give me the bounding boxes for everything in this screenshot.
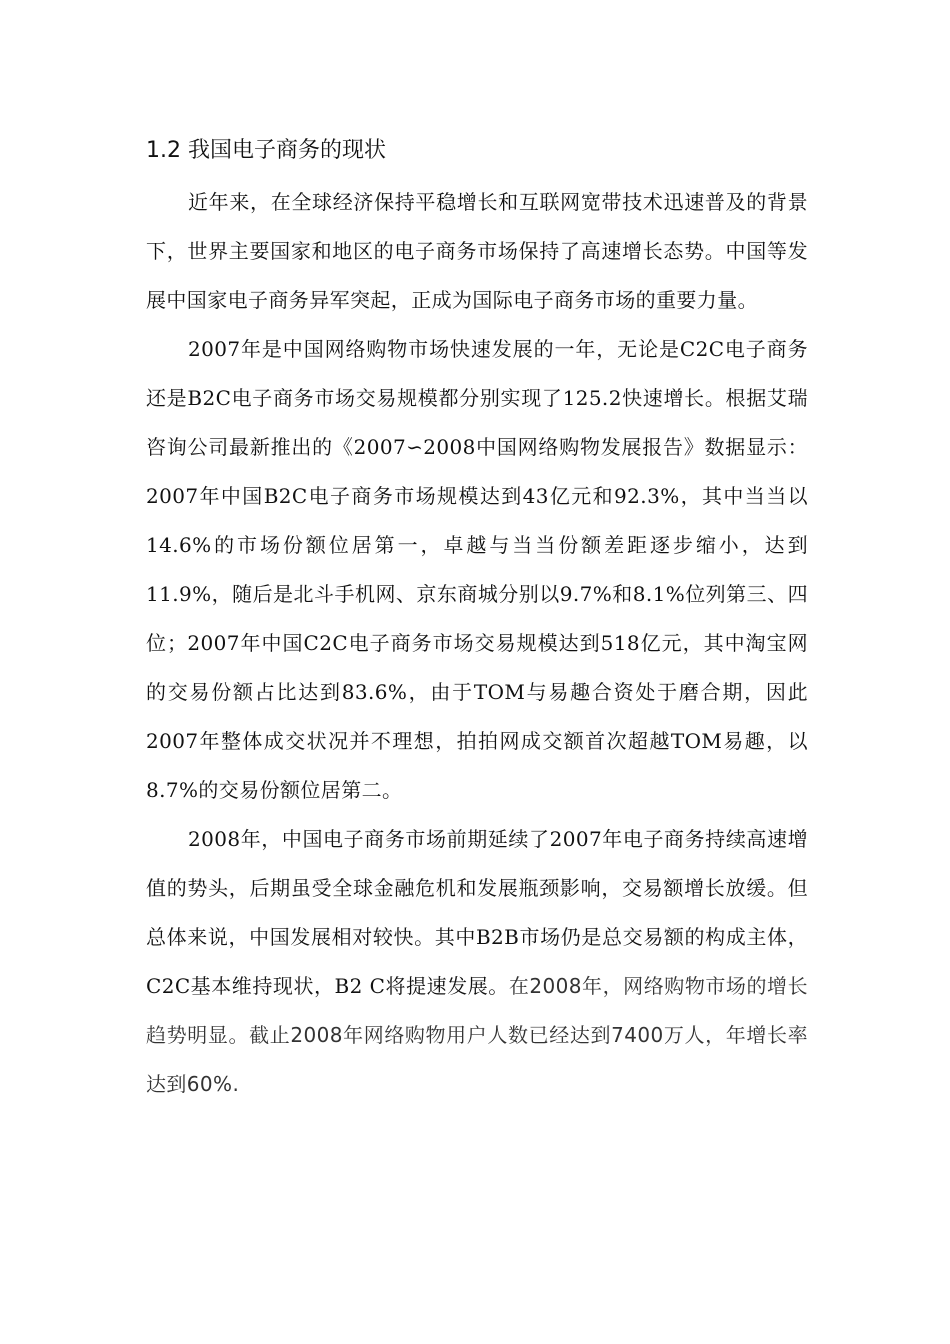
paragraph-2007-market — [146, 325, 808, 815]
paragraph-overview — [146, 178, 808, 325]
paragraph-2008-market-tail: 在2008年，网络购物市场的增长趋势明显。截止2008年网络购物用户人数已经达到7400万人，年增长率达到60%. — [146, 974, 808, 1096]
paragraph-2007-market-text: 2007年是中国网络购物市场快速发展的一年，无论是C2C电子商务还是B2C电子商务市场交易规模都分别实现了125.2快速增长。根据艾瑞咨询公司最新推出的《2007∽2008中国网络购物发展报告》数据显示：2007年中国B2C电子商务市场规模达到43亿元和92.3%，其中当当以14.6%的市场份额位居第一，卓越与当当份额差距逐步缩小，达到11.9%，随后是北斗手机网、京东商城分别以9.7%和8.1%位列第三、四位；2007年中国C2C电子商务市场交易规模达到518亿元，其中淘宝网的交易份额占比达到83.6%，由于TOM与易趣合资处于磨合期，因此2007年整体成交状况并不理想，拍拍网成交额首次超越TOM易趣，以8.7%的交易份额位居第二。 — [146, 337, 808, 802]
paragraph-2008-market — [146, 815, 808, 1109]
section-heading: 1.2 我国电子商务的现状 — [146, 138, 386, 163]
paragraph-2008-market-text: 2008年，中国电子商务市场前期延续了2007年电子商务持续高速增值的势头，后期虽受全球金融危机和发展瓶颈影响，交易额增长放缓。但总体来说，中国发展相对较快。其中B2B市场仍是总交易额的构成主体，C2C基本维持现状，B2 C将提速发展。 — [146, 827, 808, 998]
document-body — [146, 178, 808, 1109]
paragraph-overview-text: 近年来，在全球经济保持平稳增长和互联网宽带技术迅速普及的背景下，世界主要国家和地区的电子商务市场保持了高速增长态势。中国等发展中国家电子商务异军突起，正成为国际电子商务市场的重要力量。 — [146, 190, 808, 312]
